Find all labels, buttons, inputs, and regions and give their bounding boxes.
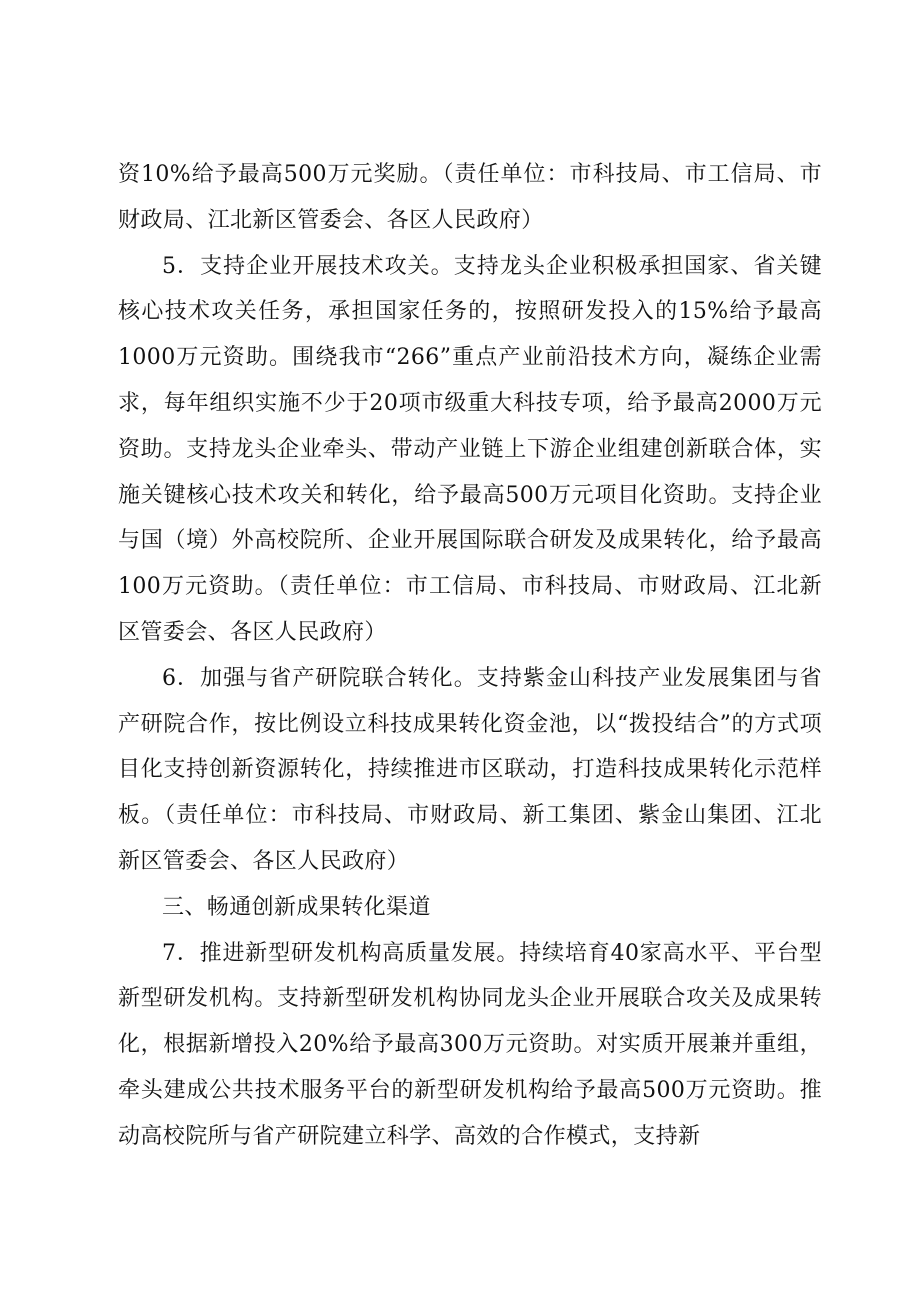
document-body — [118, 152, 822, 1160]
section-heading-3: 三、畅通创新成果转化渠道 — [162, 894, 431, 920]
paragraph-item-7-new-rd-institutions: 7．推进新型研发机构高质量发展。持续培育40家高水平、平台型新型研发机构。支持新型研发机构协同龙头企业开展联合攻关及成果转化，根据新增投入20%给予最高300万元资助。对实质开展兼并重组，牵头建成公共技术服务平台的新型研发机构给予最高500万元资助。推动高校院所与省产研院建立科学、高效的合作模式，支持新 — [118, 940, 822, 1149]
paragraph-item-6-joint-transformation: 6．加强与省产研院联合转化。支持紫金山科技产业发展集团与省产研院合作，按比例设立科技成果转化资金池，以“拨投结合”的方式项目化支持创新资源转化，持续推进市区联动，打造科技成果转化示范样板。（责任单位：市科技局、市财政局、新工集团、紫金山集团、江北新区管委会、各区人民政府） — [118, 665, 822, 874]
paragraph-item-5-tech-breakthrough: 5．支持企业开展技术攻关。支持龙头企业积极承担国家、省关键核心技术攻关任务，承担国家任务的，按照研发投入的15%给予最高1000万元资助。围绕我市“266”重点产业前沿技术方向，凝练企业需求，每年组织实施不少于20项市级重大科技专项，给予最高2000万元资助。支持龙头企业牵头、带动产业链上下游企业组建创新联合体，实施关键核心技术攻关和转化，给予最高500万元项目化资助。支持企业与国（境）外高校院所、企业开展国际联合研发及成果转化，给予最高100万元资助。（责任单位：市工信局、市科技局、市财政局、江北新区管委会、各区人民政府） — [118, 253, 822, 645]
paragraph-award-continuation: 资10%给予最高500万元奖励。（责任单位：市科技局、市工信局、市财政局、江北新区管委会、各区人民政府） — [118, 162, 822, 233]
